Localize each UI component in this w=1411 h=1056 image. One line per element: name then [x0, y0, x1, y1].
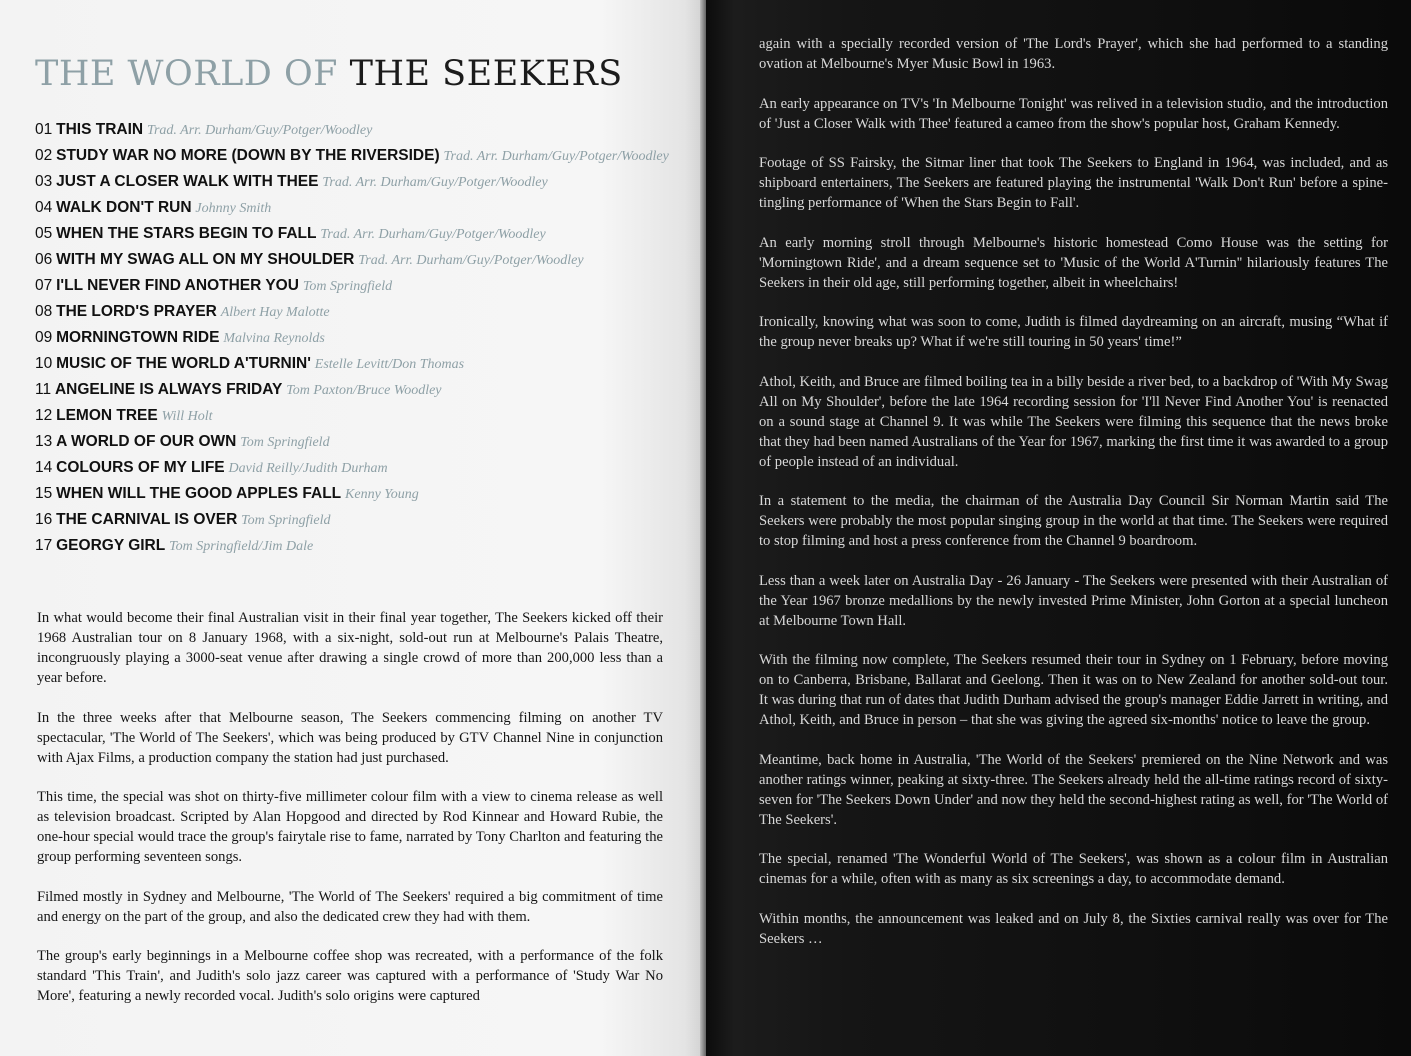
track-title: THE CARNIVAL IS OVER — [56, 511, 238, 528]
track-number: 05 — [35, 225, 53, 242]
body-paragraph: In the three weeks after that Melbourne season, The Seekers commencing filming on another TV spectacular, 'The World of The Seekers', which was being produced by GTV Channel Nine in conjunction with Ajax Films, a production company the station had just purchased. — [37, 709, 663, 766]
track-number: 01 — [35, 121, 53, 138]
track-title: STUDY WAR NO MORE (DOWN BY THE RIVERSIDE) — [56, 147, 440, 164]
track-title: GEORGY GIRL — [56, 537, 166, 554]
track-title: MUSIC OF THE WORLD A'TURNIN' — [56, 355, 311, 372]
track-title: THE LORD'S PRAYER — [56, 303, 217, 320]
track-item — [35, 221, 675, 247]
track-title: WITH MY SWAG ALL ON MY SHOULDER — [56, 251, 355, 268]
track-title: LEMON TREE — [56, 407, 158, 424]
body-paragraph: The group's early beginnings in a Melbourne coffee shop was recreated, with a performance of the folk standard 'This Train', and Judith's solo jazz career was captured with a performance of 'Study War No More', featuring a newly recorded vocal. Judith's solo origins were captured — [37, 948, 663, 1004]
body-paragraph: An early appearance on TV's 'In Melbourne Tonight' was relived in a television studio, and the introduction of 'Just a Closer Walk with Thee' featured a cameo from the show's popular host, Graham Kennedy. — [759, 95, 1388, 132]
track-credit: Tom Springfield — [240, 435, 330, 450]
track-credit: Estelle Levitt/Don Thomas — [314, 357, 465, 372]
track-item — [35, 195, 675, 221]
body-paragraph: With the filming now complete, The Seekers resumed their tour in Sydney on 1 February, before moving on to Canberra, Brisbane, Ballarat and Geelong. Then it was on to New Zealand for another sold-out tour. It was during that run of dates that Judith Durham advised the group's manager Eddie Jarrett in writing, and Athol, Keith, and Bruce in person – that she was giving the agreed six-months' notice to leave the group. — [759, 652, 1388, 728]
track-item — [35, 325, 675, 351]
track-number: 10 — [35, 355, 53, 372]
track-number: 04 — [35, 199, 53, 216]
body-paragraph: Less than a week later on Australia Day - 26 January - The Seekers were presented with their Australian of the Year 1967 bronze medallions by the newly invested Prime Minister, John Gorton at a special luncheon at Melbourne Town Hall. — [759, 572, 1388, 629]
right-body-text — [759, 34, 1388, 968]
track-number: 16 — [35, 511, 53, 528]
track-credit: Tom Springfield/Jim Dale — [169, 539, 314, 554]
left-body-text — [37, 608, 663, 1026]
track-item — [35, 377, 675, 403]
track-credit: Tom Paxton/Bruce Woodley — [286, 383, 442, 398]
body-paragraph: Footage of SS Fairsky, the Sitmar liner that took The Seekers to England in 1964, was included, and as shipboard entertainers, The Seekers are featured playing the instrumental 'Walk Don't Run' before a spine-tingling performance of 'When the Stars Begin to Fall'. — [759, 155, 1388, 211]
track-item — [35, 273, 675, 299]
track-item — [35, 455, 675, 481]
track-number: 07 — [35, 277, 53, 294]
body-paragraph: Athol, Keith, and Bruce are filmed boiling tea in a billy beside a river bed, to a backdrop of 'With My Swag All on My Shoulder', before the late 1964 recording session for 'I'll Never Find Another You' is reenacted on a sound stage at Channel 9. It was while The Seekers were filming this sequence that the news broke that they had been named Australians of the Year for 1967, marking the first time it was awarded to a group of people instead of an individual. — [759, 373, 1388, 470]
track-item — [35, 533, 675, 559]
track-number: 14 — [35, 459, 53, 476]
track-title: WHEN WILL THE GOOD APPLES FALL — [56, 485, 342, 502]
track-number: 11 — [35, 381, 52, 398]
track-item — [35, 117, 675, 143]
track-number: 09 — [35, 329, 53, 346]
track-title: A WORLD OF OUR OWN — [56, 433, 237, 450]
track-credit: Trad. Arr. Durham/Guy/Potger/Woodley — [146, 123, 373, 138]
track-title: WHEN THE STARS BEGIN TO FALL — [56, 225, 317, 242]
track-number: 08 — [35, 303, 53, 320]
track-list — [35, 117, 675, 559]
track-number: 06 — [35, 251, 53, 268]
track-item — [35, 429, 675, 455]
track-item — [35, 247, 675, 273]
track-number: 15 — [35, 485, 53, 502]
track-credit: Trad. Arr. Durham/Guy/Potger/Woodley — [443, 149, 669, 164]
track-credit: Trad. Arr. Durham/Guy/Potger/Woodley — [358, 253, 584, 268]
track-title: ANGELINE IS ALWAYS FRIDAY — [54, 381, 283, 398]
body-paragraph: The special, renamed 'The Wonderful World of The Seekers', was shown as a colour film in Australian cinemas for a while, often with as many as six screenings a day, to accommodate demand. — [759, 851, 1388, 887]
track-credit: Johnny Smith — [195, 201, 272, 216]
track-item — [35, 143, 675, 169]
body-paragraph: again with a specially recorded version of 'The Lord's Prayer', which she had performed to a standing ovation at Melbourne's Myer Music Bowl in 1963. — [759, 36, 1388, 72]
track-credit: Kenny Young — [345, 487, 419, 502]
track-number: 12 — [35, 407, 53, 424]
track-item — [35, 481, 675, 507]
body-paragraph: Ironically, knowing what was soon to come, Judith is filmed daydreaming on an aircraft, musing “What if the group never breaks up? What if we're still touring in 50 years' time!” — [759, 314, 1388, 350]
track-title: MORNINGTOWN RIDE — [56, 329, 220, 346]
track-credit: Trad. Arr. Durham/Guy/Potger/Woodley — [320, 227, 546, 242]
title-part-1: THE WORLD OF — [35, 54, 338, 94]
track-number: 17 — [35, 537, 53, 554]
track-credit: Trad. Arr. Durham/Guy/Potger/Woodley — [322, 175, 548, 190]
track-title: I'LL NEVER FIND ANOTHER YOU — [56, 277, 299, 294]
track-credit: David Reilly/Judith Durham — [228, 461, 388, 476]
track-item — [35, 403, 675, 429]
track-item — [35, 299, 675, 325]
track-credit: Malvina Reynolds — [223, 331, 325, 346]
body-paragraph: In what would become their final Australian visit in their final year together, The Seekers kicked off their 1968 Australian tour on 8 January 1968, with a six-night, sold-out run at Melbourne's Palais Theatre, incongruously playing a 3000-seat venue after drawing a single crowd of more than 200,000 less than a year before. — [37, 610, 663, 686]
track-title: JUST A CLOSER WALK WITH THEE — [56, 173, 319, 190]
body-paragraph: An early morning stroll through Melbourne's historic homestead Como House was the setting for 'Morningtown Ride', and a dream sequence set to 'Music of the World A'Turnin'' hilariously features The Seekers in their old age, still performing together, albeit in wheelchairs! — [759, 234, 1388, 291]
track-number: 02 — [35, 147, 53, 164]
page-title — [35, 54, 623, 94]
track-credit: Tom Springfield — [302, 279, 393, 294]
body-paragraph: In a statement to the media, the chairman of the Australia Day Council Sir Norman Martin said The Seekers were probably the most popular singing group in the world at that time. The Seekers were required to stop filming and host a press conference from the Channel 9 boardroom. — [759, 493, 1388, 549]
body-paragraph: This time, the special was shot on thirty-five millimeter colour film with a view to cinema release as well as television broadcast. Scripted by Alan Hopgood and directed by Rod Kinnear and Howard Rubie, the one-hour special would trace the group's fairytale rise to fame, narrated by Tony Charlton and featuring the group performing seventeen songs. — [37, 789, 663, 865]
track-credit: Albert Hay Malotte — [220, 305, 330, 320]
track-item — [35, 169, 675, 195]
track-title: WALK DON'T RUN — [56, 199, 192, 216]
track-title: COLOURS OF MY LIFE — [56, 459, 225, 476]
body-paragraph: Within months, the announcement was leaked and on July 8, the Sixties carnival really was over for The Seekers … — [759, 910, 1388, 947]
track-title: THIS TRAIN — [56, 121, 144, 138]
track-item — [35, 351, 675, 377]
title-part-2: THE SEEKERS — [349, 54, 623, 94]
track-credit: Will Holt — [161, 409, 213, 424]
body-paragraph: Filmed mostly in Sydney and Melbourne, 'The World of The Seekers' required a big commitment of time and energy on the part of the group, and also the dedicated crew they had with them. — [37, 888, 663, 925]
track-credit: Tom Springfield — [241, 513, 331, 528]
track-number: 13 — [35, 433, 53, 450]
body-paragraph: Meantime, back home in Australia, 'The World of the Seekers' premiered on the Nine Network and was another ratings winner, peaking at sixty-three. The Seekers already held the all-time ratings record of sixty-seven for 'The Seekers Down Under' and now they held the second-highest rating as well, for 'The World of The Seekers'. — [759, 751, 1388, 828]
track-number: 03 — [35, 173, 53, 190]
track-item — [35, 507, 675, 533]
